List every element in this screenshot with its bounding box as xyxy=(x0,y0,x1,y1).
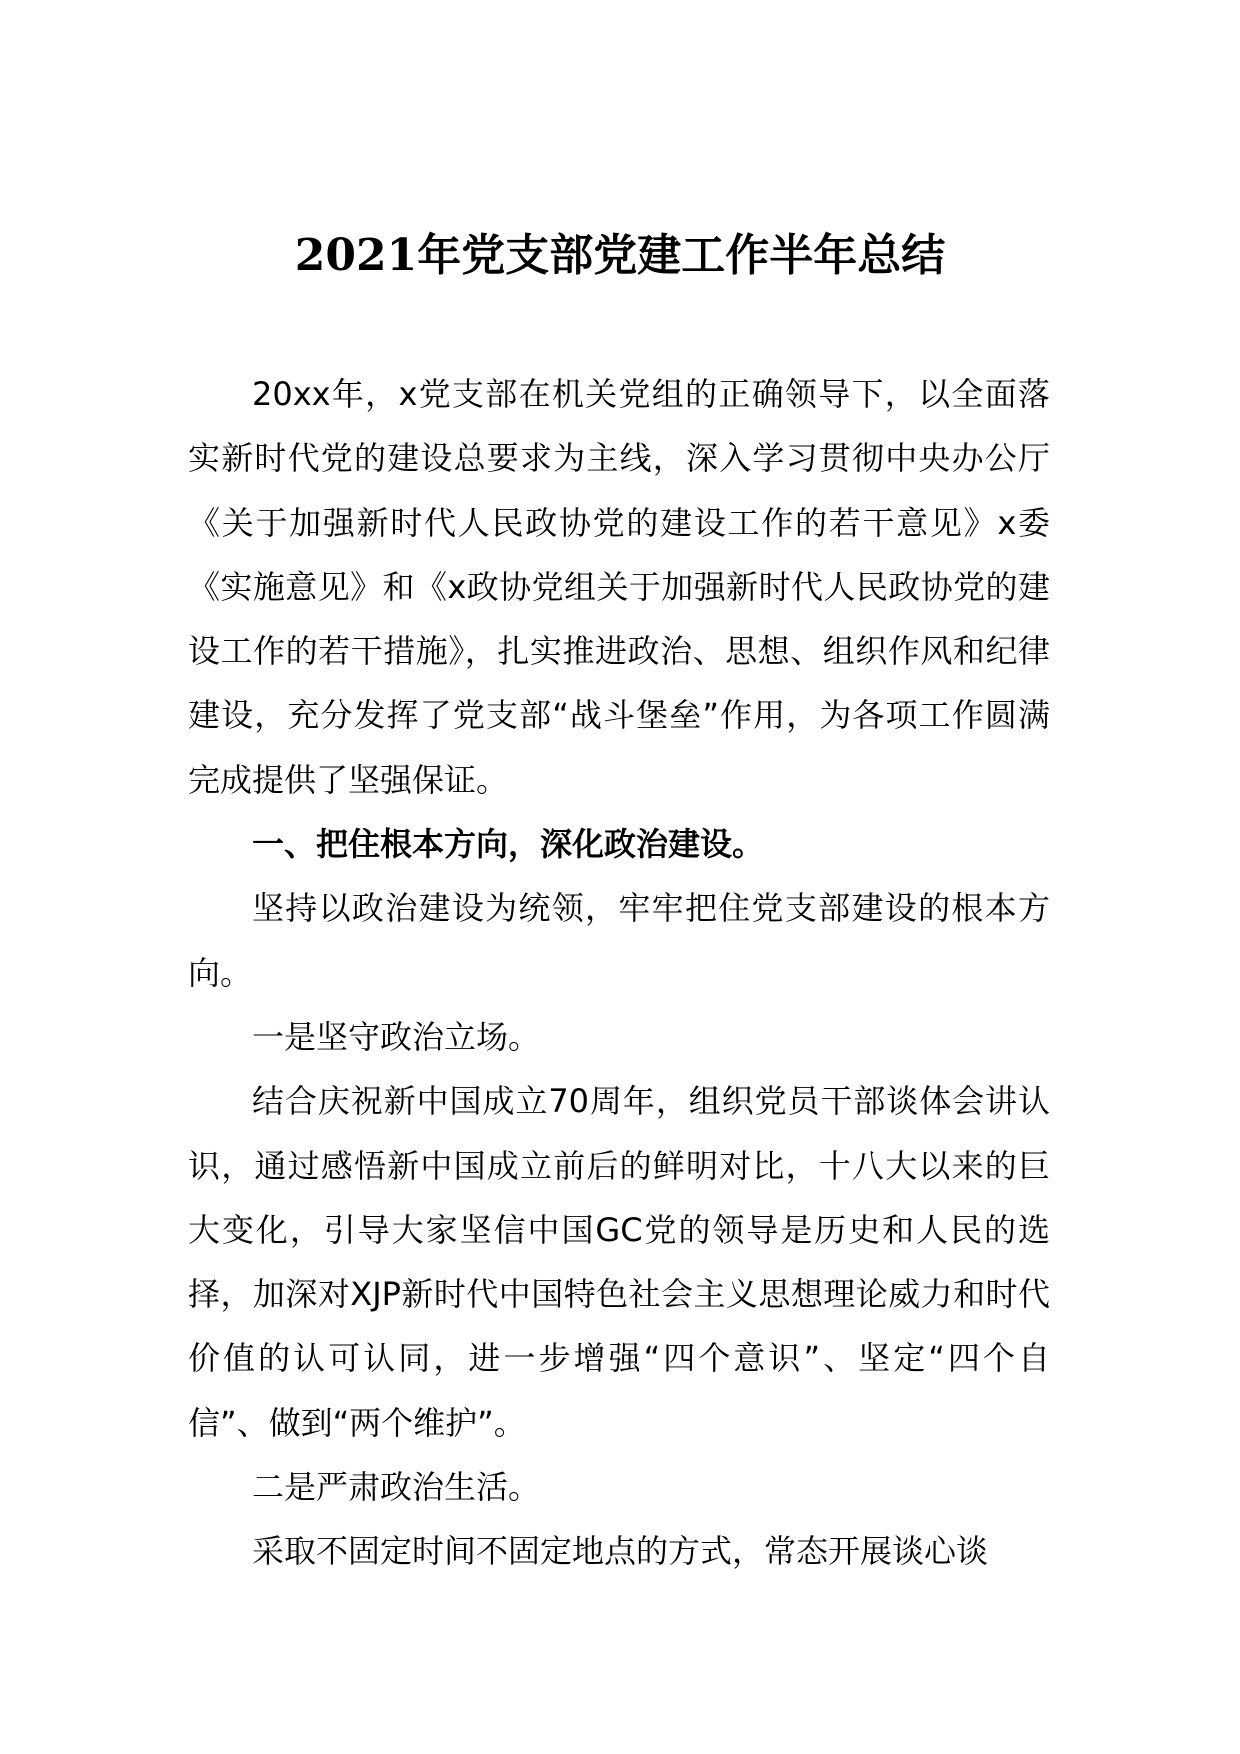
section-heading: 一、把住根本方向，深化政治建设。 xyxy=(252,825,765,864)
political-life-paragraph: 采取不固定时间不固定地点的方式，常态开展谈心谈 xyxy=(252,1532,989,1571)
political-stance-paragraph: 结合庆祝新中国成立70周年，组织党员干部谈体会讲认识，通过感悟新中国成立前后的鲜明对比，十八大以来的巨大变化，引导大家坚信中国GC党的领导是历史和人民的选择，加深对XJP新时代中国特色社会主义思想理论威力和时代价值的认可认同，进一步增强“四个意识”、坚定“四个自信”、做到“两个维护”。 xyxy=(188,1082,1050,1442)
document-title: 2021年党支部党建工作半年总结 xyxy=(294,230,946,281)
subheading-political-stance: 一是坚守政治立场。 xyxy=(252,1017,541,1056)
intro-paragraph: 20xx年，x党支部在机关党组的正确领导下，以全面落实新时代党的建设总要求为主线，深入学习贯彻中央办公厅《关于加强新时代人民政协党的建设工作的若干意见》x委《实施意见》和《x政协党组关于加强新时代人民政协党的建设工作的若干措施》，扎实推进政治、思想、组织作风和纪律建设，充分发挥了党支部“战斗堡垒”作用，为各项工作圆满完成提供了坚强保证。 xyxy=(188,375,1050,799)
subheading-political-life: 二是严肃政治生活。 xyxy=(252,1468,541,1507)
section-intro-paragraph: 坚持以政治建设为统领，牢牢把住党支部建设的根本方向。 xyxy=(188,889,1050,992)
document-body xyxy=(188,362,1050,1584)
